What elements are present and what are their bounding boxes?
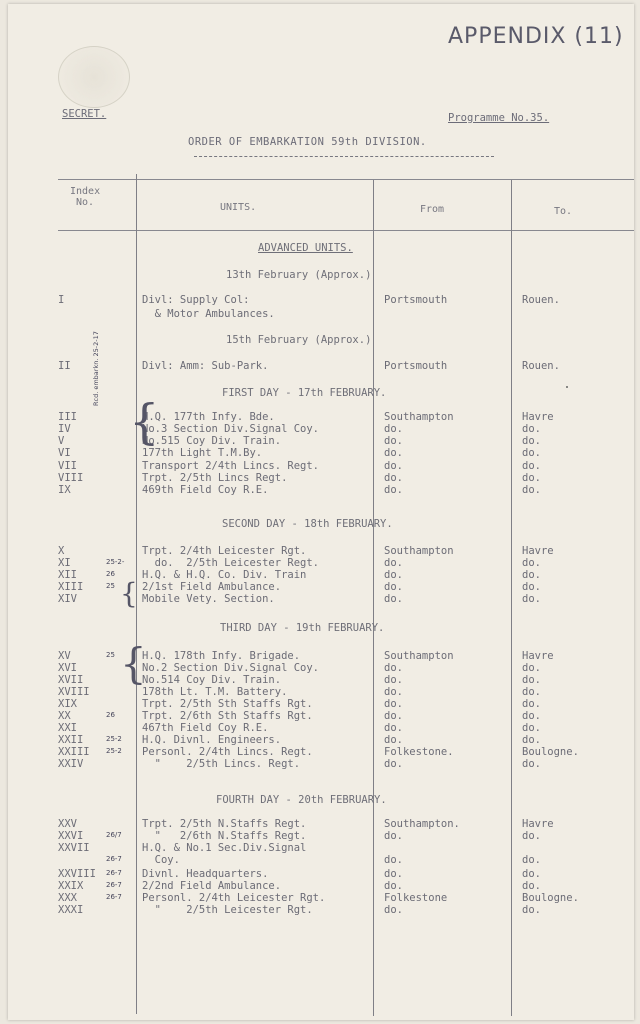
row-from: do. <box>384 593 403 605</box>
row-to: Havre <box>522 411 554 423</box>
row-unit: 2/2nd Field Ambulance. <box>142 880 282 892</box>
row-to: do. <box>522 904 541 916</box>
row-from: do. <box>384 686 403 698</box>
row-unit: H.Q. Divnl. Engineers. <box>142 734 282 746</box>
row-index: IV <box>58 423 71 435</box>
margin-date-note: 25 <box>106 582 115 590</box>
row-index: XXI <box>58 722 77 734</box>
row-unit: 469th Field Coy R.E. <box>142 484 269 496</box>
row-unit: H.Q. & No.1 Sec.Div.Signal <box>142 842 307 854</box>
row-to: Havre <box>522 818 554 830</box>
margin-date-note: 26-7 <box>106 881 122 889</box>
title-underline <box>194 156 494 157</box>
row-to: Rouen. <box>522 294 560 306</box>
row-to: Havre <box>522 545 554 557</box>
row-unit: No.514 Coy Div. Train. <box>142 674 282 686</box>
row-from: Portsmouth <box>384 294 448 306</box>
row-from: Southampton <box>384 650 454 662</box>
row-from: do. <box>384 569 403 581</box>
row-index: III <box>58 411 77 423</box>
row-unit: H.Q. 178th Infy. Brigade. <box>142 650 301 662</box>
row-to: do. <box>522 830 541 842</box>
row-unit: No.3 Section Div.Signal Coy. <box>142 423 320 435</box>
row-from: do. <box>384 460 403 472</box>
section-heading: ADVANCED UNITS. <box>258 242 353 254</box>
margin-date-note: 25 <box>106 651 115 659</box>
row-from: do. <box>384 662 403 674</box>
margin-date-note: 25-2- <box>106 558 125 566</box>
handwritten-vertical-note: Rcd. embarkn. 25-2-17 <box>92 331 100 406</box>
header-bottom-rule <box>58 230 634 231</box>
row-to: do. <box>522 435 541 447</box>
row-to: do. <box>522 880 541 892</box>
appendix-label: APPENDIX (11) <box>448 24 624 49</box>
row-unit: Trpt. 2/4th Leicester Rgt. <box>142 545 307 557</box>
row-index: XXIII <box>58 746 90 758</box>
row-index: X <box>58 545 65 557</box>
row-unit: Trpt. 2/5th Sth Staffs Rgt. <box>142 698 313 710</box>
document-page <box>8 4 634 1020</box>
row-unit: Trpt. 2/6th Sth Staffs Rgt. <box>142 710 313 722</box>
row-to: Boulogne. <box>522 746 579 758</box>
row-to: do. <box>522 868 541 880</box>
row-from: do. <box>384 880 403 892</box>
row-from: do. <box>384 435 403 447</box>
row-index: XXIV <box>58 758 84 770</box>
section-heading: SECOND DAY - 18th FEBRUARY. <box>222 518 393 530</box>
table-row <box>8 308 634 321</box>
row-from: Southampton. <box>384 818 460 830</box>
header-units: UNITS. <box>220 202 257 213</box>
bracket-first-day: { <box>129 394 160 450</box>
table-row <box>8 360 634 373</box>
row-to: do. <box>522 686 541 698</box>
row-from: do. <box>384 854 403 866</box>
row-index: XV <box>58 650 71 662</box>
row-to: do. <box>522 447 541 459</box>
row-index: XXVIII <box>58 868 96 880</box>
row-from: do. <box>384 758 403 770</box>
row-unit: " 2/5th Leicester Rgt. <box>142 904 313 916</box>
row-unit: 178th Lt. T.M. Battery. <box>142 686 288 698</box>
row-unit: Personl. 2/4th Lincs. Regt. <box>142 746 313 758</box>
row-index: V <box>58 435 65 447</box>
header-index: Index No. <box>70 186 101 208</box>
table-row <box>8 294 634 307</box>
row-to: do. <box>522 593 541 605</box>
table-row <box>8 758 634 771</box>
row-to: do. <box>522 722 541 734</box>
row-unit: Transport 2/4th Lincs. Regt. <box>142 460 320 472</box>
row-to: do. <box>522 472 541 484</box>
row-unit: 467th Field Coy R.E. <box>142 722 269 734</box>
row-unit: Divl: Amm: Sub-Park. <box>142 360 269 372</box>
ink-dot <box>566 386 568 388</box>
row-to: do. <box>522 484 541 496</box>
row-index: XVII <box>58 674 84 686</box>
row-unit: Mobile Vety. Section. <box>142 593 275 605</box>
row-index: XXV <box>58 818 77 830</box>
row-from: do. <box>384 722 403 734</box>
row-from: do. <box>384 674 403 686</box>
row-unit: H.Q. & H.Q. Co. Div. Train <box>142 569 307 581</box>
row-unit: No.515 Coy Div. Train. <box>142 435 282 447</box>
row-from: do. <box>384 710 403 722</box>
document-title: ORDER OF EMBARKATION 59th DIVISION. <box>188 136 427 148</box>
row-to: do. <box>522 662 541 674</box>
row-to: do. <box>522 854 541 866</box>
row-from: do. <box>384 830 403 842</box>
row-unit: Divnl. Headquarters. <box>142 868 269 880</box>
section-heading: 15th February (Approx.) <box>226 334 372 346</box>
table-row <box>8 484 634 497</box>
row-to: Rouen. <box>522 360 560 372</box>
row-to: do. <box>522 569 541 581</box>
row-to: do. <box>522 460 541 472</box>
row-from: do. <box>384 698 403 710</box>
row-from: do. <box>384 868 403 880</box>
row-index: IX <box>58 484 71 496</box>
table-top-rule <box>58 179 634 180</box>
table-row <box>8 854 634 867</box>
section-heading: THIRD DAY - 19th FEBRUARY. <box>220 622 385 634</box>
row-index: XIII <box>58 581 84 593</box>
row-index: VI <box>58 447 71 459</box>
row-unit: " 2/5th Lincs. Regt. <box>142 758 301 770</box>
row-to: do. <box>522 734 541 746</box>
section-heading: FOURTH DAY - 20th FEBRUARY. <box>216 794 387 806</box>
row-index: XIV <box>58 593 77 605</box>
row-to: Boulogne. <box>522 892 579 904</box>
row-index: XVI <box>58 662 77 674</box>
table-row <box>8 593 634 606</box>
margin-date-note: 26-7 <box>106 855 122 863</box>
margin-date-note: 26 <box>106 570 115 578</box>
row-unit: " 2/6th N.Staffs Regt. <box>142 830 307 842</box>
row-index: XII <box>58 569 77 581</box>
row-unit: Trpt. 2/5th Lincs Regt. <box>142 472 288 484</box>
row-to: do. <box>522 698 541 710</box>
margin-date-note: 26-7 <box>106 893 122 901</box>
row-index: I <box>58 294 65 306</box>
row-unit: Coy. <box>142 854 180 866</box>
row-to: Havre <box>522 650 554 662</box>
row-from: Portsmouth <box>384 360 448 372</box>
margin-date-note: 26 <box>106 711 115 719</box>
bracket-second-day: { <box>120 577 138 610</box>
table-row <box>8 904 634 917</box>
margin-date-note: 25-2 <box>106 735 122 743</box>
row-index: XXVII <box>58 842 90 854</box>
row-index: XXX <box>58 892 77 904</box>
row-from: Folkestone <box>384 892 448 904</box>
row-unit: No.2 Section Div.Signal Coy. <box>142 662 320 674</box>
bracket-third-day: { <box>120 639 147 688</box>
row-index: II <box>58 360 71 372</box>
section-heading: 13th February (Approx.) <box>226 269 372 281</box>
section-heading: FIRST DAY - 17th FEBRUARY. <box>222 387 387 399</box>
row-unit: Personl. 2/4th Leicester Rgt. <box>142 892 326 904</box>
row-to: do. <box>522 674 541 686</box>
row-index: XXVI <box>58 830 84 842</box>
margin-date-note: 26-7 <box>106 869 122 877</box>
row-index: XXIX <box>58 880 84 892</box>
row-from: do. <box>384 484 403 496</box>
header-to: To. <box>554 206 573 217</box>
row-index: VIII <box>58 472 84 484</box>
row-from: Southampton <box>384 545 454 557</box>
row-index: XIX <box>58 698 77 710</box>
row-to: do. <box>522 710 541 722</box>
row-from: do. <box>384 581 403 593</box>
row-from: do. <box>384 472 403 484</box>
row-index: VII <box>58 460 77 472</box>
row-from: do. <box>384 734 403 746</box>
row-to: do. <box>522 557 541 569</box>
row-unit: 2/1st Field Ambulance. <box>142 581 282 593</box>
row-to: do. <box>522 423 541 435</box>
row-from: Southampton <box>384 411 454 423</box>
row-index: XX <box>58 710 71 722</box>
row-from: Folkestone. <box>384 746 454 758</box>
header-from: From <box>420 204 445 215</box>
row-unit: 177th Light T.M.By. <box>142 447 263 459</box>
row-from: do. <box>384 423 403 435</box>
row-index: XXII <box>58 734 84 746</box>
table-row <box>8 447 634 460</box>
row-unit: Divl: Supply Col: <box>142 294 250 306</box>
secret-marking: SECRET. <box>62 108 107 120</box>
margin-date-note: 26/7 <box>106 831 122 839</box>
row-index: XI <box>58 557 71 569</box>
row-index: XXXI <box>58 904 84 916</box>
row-from: do. <box>384 557 403 569</box>
row-unit: Trpt. 2/5th N.Staffs Regt. <box>142 818 307 830</box>
row-unit: do. 2/5th Leicester Regt. <box>142 557 320 569</box>
row-to: do. <box>522 758 541 770</box>
row-index: XVIII <box>58 686 90 698</box>
programme-number: Programme No.35. <box>448 112 550 124</box>
row-from: do. <box>384 904 403 916</box>
row-from: do. <box>384 447 403 459</box>
row-unit: & Motor Ambulances. <box>142 308 275 320</box>
margin-date-note: 25-2 <box>106 747 122 755</box>
embossed-stamp <box>58 46 130 108</box>
row-to: do. <box>522 581 541 593</box>
row-unit: H.Q. 177th Infy. Bde. <box>142 411 275 423</box>
